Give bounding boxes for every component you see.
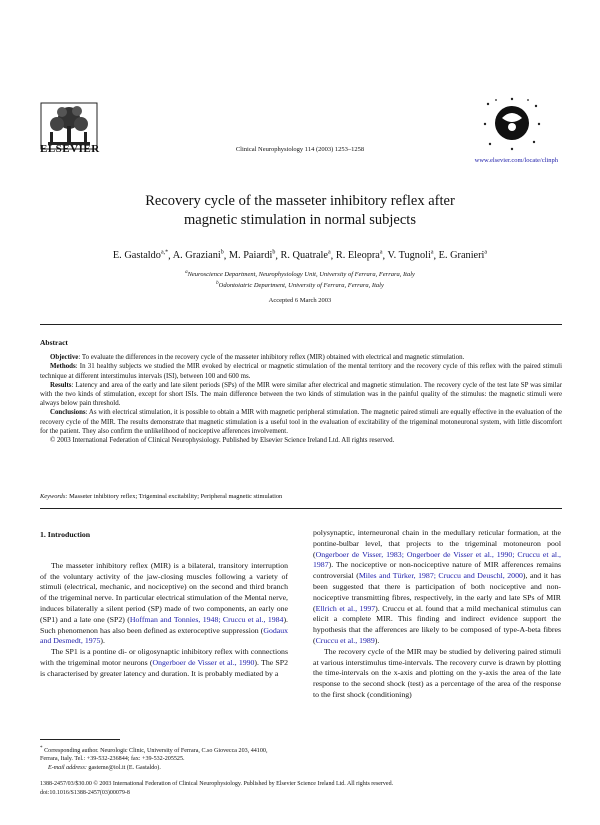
author-list: E. Gastaldo$^{a,*}$, A. Graziani$^b$, M. Paiardi$^b$, R. Quatrale$^a$, R. Eleopra$^a$, V. Tugnoli$^a$, E. Granieri$^a$ <box>112 250 488 262</box>
paragraph: The SP1 is a pontine di- or oligosynaptic inhibitory reflex with connections with the trigeminal motor neurons (Ongerboer de Visser et al., 1990). The SP2 is characterised by greater latency and duration. It is probably mediated by a <box>40 647 288 678</box>
body-column-right <box>313 528 561 701</box>
author: M. Paiardi$^b$ <box>228 250 276 262</box>
citation-link[interactable]: Hoffman and Tonnies, 1948; Cruccu et al., 1984 <box>129 614 284 624</box>
citation-link[interactable]: Miles and Türker, 1987; Cruccu and Deuschl, 2000 <box>358 571 523 581</box>
footer-copyright: 1388-2457/03/$30.00 © 2003 International Federation of Clinical Neurophysiology. Published by Elsevier Science Ireland Ltd. All rights reserved. <box>40 781 394 787</box>
author: A. Graziani$^b$ <box>172 250 224 262</box>
author: E. Granieri$^a$ <box>438 250 488 262</box>
footnote-corresponding: * Corresponding author. Neurologic Clinic, University of Ferrara, C.so Giovecca 203, 44100, Ferrara, Italy. Tel.: +39-532-236844; fax: +39-532-205525. <box>40 745 268 763</box>
author: V. Tugnoli$^a$ <box>387 250 434 262</box>
citation-link[interactable]: Ongerboer de Visser, 1983; Ongerboer de Visser et al., 1990; Cruccu et al., 1987 <box>313 549 561 570</box>
accepted-date: Accepted 6 March 2003 <box>268 297 332 304</box>
article-title-line-1: Recovery cycle of the masseter inhibitory reflex after <box>145 193 455 209</box>
abstract-results: Results: Latency and area of the early and late silent periods (SPs) of the MIR were similar after electrical and magnetic stimulation. The recovery cycle of the test late SP was similar with the two kinds of stimulation, except for short ISIs. The main difference between the two kinds of stimulation was in the painful quality of the stimulus: the magnetic stimuli were always below pain threshold. <box>40 381 562 408</box>
author: R. Quatrale$^a$ <box>280 250 331 262</box>
citation-link[interactable]: Godaux and Desmedt, 1975 <box>40 625 288 646</box>
paragraph: The recovery cycle of the MIR may be studied by delivering paired stimuli at various interstimulus time-intervals. The recovery curve is drawn by plotting the time-intervals on the x-axis and plotting on the y-axis the area of the late response to the second shock (test) as a percentage of the area of the response to the first shock (conditioning) <box>313 646 561 699</box>
abstract-copyright: © 2003 International Federation of Clinical Neurophysiology. Published by Elsevier Science Ireland Ltd. All rights reserved. <box>50 437 395 445</box>
journal-reference: Clinical Neurophysiology 114 (2003) 1253–1258 <box>235 146 365 153</box>
footnote <box>40 744 288 772</box>
section-heading: 1. Introduction <box>40 530 91 539</box>
keywords: Keywords: Masseter inhibitory reflex; Trigeminal excitability; Peripheral magnetic stimulation <box>40 493 283 500</box>
citation-link[interactable]: Cruccu et al., 1989 <box>315 635 375 645</box>
abstract-objective: Objective: To evaluate the differences in the recovery cycle of the masseter inhibitory reflex (MIR) obtained with electrical and magnetic stimulation. <box>50 354 465 362</box>
abstract-methods: Methods: In 31 healthy subjects we studied the MIR evoked by electrical or magnetic stimulation of the mental territory and the recovery cycle of this reflex with the paired stimuli technique at different interstimulus intervals (ISI), between 100 and 600 ms. <box>40 363 562 380</box>
footnote-divider <box>40 739 120 740</box>
abstract-conclusions: Conclusions: As with electrical stimulation, it is possible to obtain a MIR with magnetic peripheral stimulation. The magnetic paired stimuli are equally effective in the evaluation of the recovery cycle of the MIR. The results demonstrate that magnetic stimulation is a useful tool in the evaluation of excitability of the trigeminal motoneuronal system, with little discomfort for the patient. They also confirm the unlikelihood of nociceptive afferences involvement. <box>40 409 562 435</box>
body-column-left <box>40 530 288 680</box>
journal-url-link[interactable]: www.elsevier.com/locate/clinph <box>474 157 558 164</box>
citation-link[interactable]: Ongerboer de Visser et al., 1990 <box>152 657 255 667</box>
article-title <box>60 192 540 230</box>
footnote-email: E-mail address: gasteme@iol.it (E. Gastaldo). <box>48 764 161 771</box>
paragraph: The masseter inhibitory reflex (MIR) is a bilateral, transitory interruption of the voluntary activity of the jaw-closing muscles following a variety of stimuli (electrical, mechanic, and nociceptive) on the second and third branch of the trigeminal nerve. In particular electrical stimulation of the Mental nerve, induces bilaterally a silent period (SP) made of two components, an early one (SP1) and a late one (SP2) (Hoffman and Tonnies, 1948; Cruccu et al., 1984). Such phenomenon has also been defined as exteroceptive suppression (Godaux and Desmedt, 1975). <box>40 560 288 646</box>
affiliation: $^a$Neuroscience Department, Neurophysiology Unit, University of Ferrara, Ferrara, Italy <box>185 270 415 279</box>
affiliation: $^b$Odontoiatric Department, University of Ferrara, Ferrara, Italy <box>216 281 384 290</box>
paragraph: polysynaptic, interneuronal chain in the medullary reticular formation, at the pontine-bulbar level, that projects to the trigeminal motoneuron pool (Ongerboer de Visser, 1983; Ongerboer de Visser et al., 1990; Cruccu et al., 1987). The nociceptive or non-nociceptive nature of MIR afferences remains controversial (Miles and Türker, 1987; Cruccu and Deuschl, 2000), and it has been suggested that there is participation of both nociceptive and non-nociceptive transmitting fibres, respectively, in the early and late SPs of MIR (Ellrich et al., 1997). Cruccu et al. found that a mild mechanical stimulus can elicit a complete MIR. This finding and indirect evidence support the hypothesis that the afferences are likely to be composed of type-A-beta fibres (Cruccu et al., 1989). <box>313 528 562 645</box>
affiliations <box>0 268 600 290</box>
journal-globe-logo <box>482 96 542 152</box>
article-title-line-2: magnetic stimulation in normal subjects <box>184 212 416 228</box>
page-footer <box>40 780 393 797</box>
divider <box>40 508 562 509</box>
divider <box>40 324 562 325</box>
publisher-name: ELSEVIER <box>40 143 100 155</box>
author: R. Eleopra$^a$ <box>335 250 383 262</box>
footer-doi: doi:10.1016/S1388-2457(03)00079-8 <box>40 789 130 796</box>
author: E. Gastaldo$^{a,*}$ <box>112 250 169 262</box>
abstract <box>40 338 562 445</box>
citation-link[interactable]: Ellrich et al., 1997 <box>315 603 376 613</box>
abstract-heading: Abstract <box>40 338 68 347</box>
